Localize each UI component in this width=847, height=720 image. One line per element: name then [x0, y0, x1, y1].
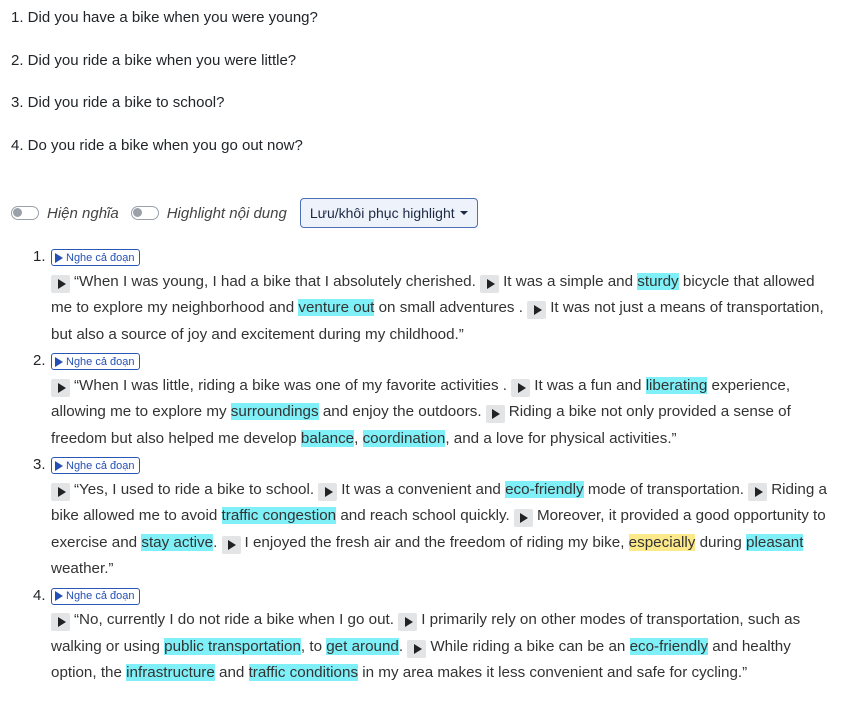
- question-3: 3. Did you ride a bike to school?: [11, 94, 225, 111]
- play-icon: [58, 383, 66, 393]
- sentence: and healthy option, the: [51, 637, 791, 681]
- sentence: “When I was young, I had a bike that I absolutely cherished.: [74, 272, 481, 290]
- listen-label: Nghe cả đoạn: [66, 355, 135, 368]
- sentence: and: [214, 664, 249, 681]
- answer-paragraph: [51, 269, 836, 349]
- highlighted-phrase[interactable]: stay active: [141, 533, 214, 551]
- play-icon: [228, 540, 236, 550]
- play-sentence-button[interactable]: [527, 301, 546, 319]
- listen-label: Nghe cả đoạn: [66, 590, 135, 602]
- sentence: I primarily rely on other modes of transportation, such as walking or using: [51, 611, 801, 655]
- toggle-knob: [13, 208, 22, 217]
- listen-label: Nghe cả đoạn: [66, 459, 135, 472]
- highlighted-phrase[interactable]: sturdy: [637, 272, 679, 290]
- meaning-toggle-group[interactable]: [11, 205, 119, 222]
- highlight-toggle-label: Highlight nội dung: [166, 204, 287, 222]
- sentence: during: [695, 533, 747, 551]
- highlighted-phrase[interactable]: pleasant: [746, 533, 804, 551]
- sentence: experience, allowing me to explore my: [51, 376, 791, 420]
- sentence: “No, currently I do not ride a bike when I go out.: [74, 611, 399, 628]
- play-icon: [58, 617, 66, 627]
- sentence: “When I was little, riding a bike was one of my favorite activities .: [74, 376, 512, 394]
- sentence: .: [398, 637, 408, 655]
- caret-down-icon: [460, 211, 468, 215]
- answer-paragraph: [51, 477, 836, 583]
- toggle-knob: [133, 208, 142, 217]
- highlighted-phrase[interactable]: get around: [326, 637, 399, 655]
- sentence: mode of transportation.: [583, 480, 749, 498]
- highlighted-phrase[interactable]: balance: [300, 429, 355, 447]
- play-icon: [755, 487, 763, 497]
- answer-paragraph: [51, 607, 836, 687]
- sentence: Riding a bike not only provided a sense of freedom but also helped me develop: [51, 403, 791, 447]
- question-1: 1. Did you have a bike when you were young?: [11, 9, 318, 26]
- dropdown-label: Lưu/khôi phục highlight: [309, 205, 455, 221]
- sentence: ,: [354, 429, 363, 447]
- play-sentence-button[interactable]: [480, 275, 499, 293]
- play-icon: [520, 513, 528, 523]
- sentence: bicycle that allowed me to explore my neighborhood and: [51, 272, 815, 316]
- sentence: .: [213, 533, 222, 551]
- sentence: Riding a bike allowed me to avoid: [51, 480, 827, 524]
- sentence: and enjoy the outdoors.: [318, 403, 486, 420]
- sentence: weather.”: [51, 560, 114, 577]
- answer-list: [0, 246, 847, 689]
- play-icon: [405, 617, 413, 627]
- sentence: I enjoyed the fresh air and the freedom of riding my bike,: [244, 533, 629, 551]
- listen-paragraph-button[interactable]: [51, 353, 140, 370]
- answer-number: 3.: [33, 456, 46, 473]
- save-restore-highlight-dropdown[interactable]: [300, 198, 478, 228]
- sentence: on small adventures .: [374, 299, 528, 316]
- listen-paragraph-button[interactable]: [51, 588, 140, 605]
- sentence: Moreover, it provided a good opportunity to exercise and: [51, 507, 826, 551]
- play-icon: [55, 253, 63, 263]
- play-sentence-button[interactable]: [511, 379, 530, 397]
- play-icon: [518, 383, 526, 393]
- sentence: “Yes, I used to ride a bike to school.: [74, 480, 319, 498]
- answer-item: [0, 454, 847, 583]
- meaning-toggle[interactable]: [11, 206, 39, 220]
- play-icon: [414, 644, 422, 654]
- play-sentence-button[interactable]: [51, 275, 70, 293]
- play-icon: [534, 305, 542, 315]
- play-icon: [58, 487, 66, 497]
- play-icon: [55, 357, 63, 367]
- question-2: 2. Did you ride a bike when you were little?: [11, 51, 297, 69]
- play-icon: [492, 409, 500, 419]
- answer-item: [0, 585, 847, 687]
- question-list: [0, 0, 847, 178]
- sentence: , and a love for physical activities.”: [445, 429, 677, 447]
- sentence: , to: [300, 637, 327, 655]
- highlighted-phrase-yellow[interactable]: especially: [628, 533, 696, 551]
- sentence: in my area makes it less convenient and safe for cycling.”: [358, 664, 748, 681]
- answer-paragraph: [51, 373, 836, 453]
- highlighted-phrase[interactable]: coordination: [362, 429, 446, 447]
- sentence: While riding a bike can be an: [430, 637, 630, 655]
- play-sentence-button[interactable]: [514, 509, 533, 527]
- listen-paragraph-button[interactable]: [51, 457, 140, 474]
- highlighted-phrase[interactable]: eco-friendly: [629, 637, 709, 655]
- play-sentence-button[interactable]: [51, 379, 70, 397]
- play-sentence-button[interactable]: [51, 483, 70, 501]
- answer-number: 4.: [33, 586, 46, 604]
- listen-label: Nghe cả đoạn: [66, 251, 135, 264]
- answer-item: [0, 350, 847, 452]
- answer-item: [0, 246, 847, 348]
- highlighted-phrase[interactable]: traffic conditions: [248, 664, 359, 681]
- play-sentence-button[interactable]: [318, 483, 337, 501]
- meaning-toggle-label: Hiện nghĩa: [47, 204, 119, 222]
- play-sentence-button[interactable]: [51, 613, 70, 631]
- highlighted-phrase[interactable]: traffic congestion: [221, 507, 337, 524]
- listen-paragraph-button[interactable]: [51, 249, 140, 266]
- play-icon: [55, 461, 63, 471]
- play-icon: [58, 279, 66, 289]
- highlight-toggle-group[interactable]: [131, 205, 287, 222]
- play-sentence-button[interactable]: [486, 405, 505, 423]
- play-icon: [487, 279, 495, 289]
- question-4: 4. Do you ride a bike when you go out now?: [11, 136, 303, 154]
- sentence: and reach school quickly.: [336, 507, 514, 524]
- play-sentence-button[interactable]: [398, 613, 417, 631]
- answer-number: 1.: [33, 248, 46, 265]
- highlighted-phrase[interactable]: venture out: [298, 299, 375, 316]
- sentence: It was a convenient and: [341, 480, 506, 498]
- highlighted-phrase[interactable]: liberating: [645, 376, 708, 394]
- highlight-toggle[interactable]: [131, 206, 159, 220]
- sentence: It was a simple and: [503, 272, 638, 290]
- highlighted-phrase[interactable]: surroundings: [230, 403, 319, 420]
- sentence: It was not just a means of transportation, but also a source of joy and excitement during my childhood.”: [51, 299, 824, 343]
- play-sentence-button[interactable]: [222, 536, 241, 554]
- toolbar: [11, 198, 478, 228]
- play-icon: [325, 487, 333, 497]
- highlighted-phrase[interactable]: infrastructure: [126, 664, 215, 681]
- play-sentence-button[interactable]: [748, 483, 767, 501]
- play-icon: [55, 591, 63, 601]
- sentence: It was a fun and: [534, 376, 646, 394]
- answer-number: 2.: [33, 352, 46, 369]
- highlighted-phrase[interactable]: public transportation: [164, 637, 301, 655]
- highlighted-phrase[interactable]: eco-friendly: [505, 480, 584, 498]
- play-sentence-button[interactable]: [407, 640, 426, 658]
